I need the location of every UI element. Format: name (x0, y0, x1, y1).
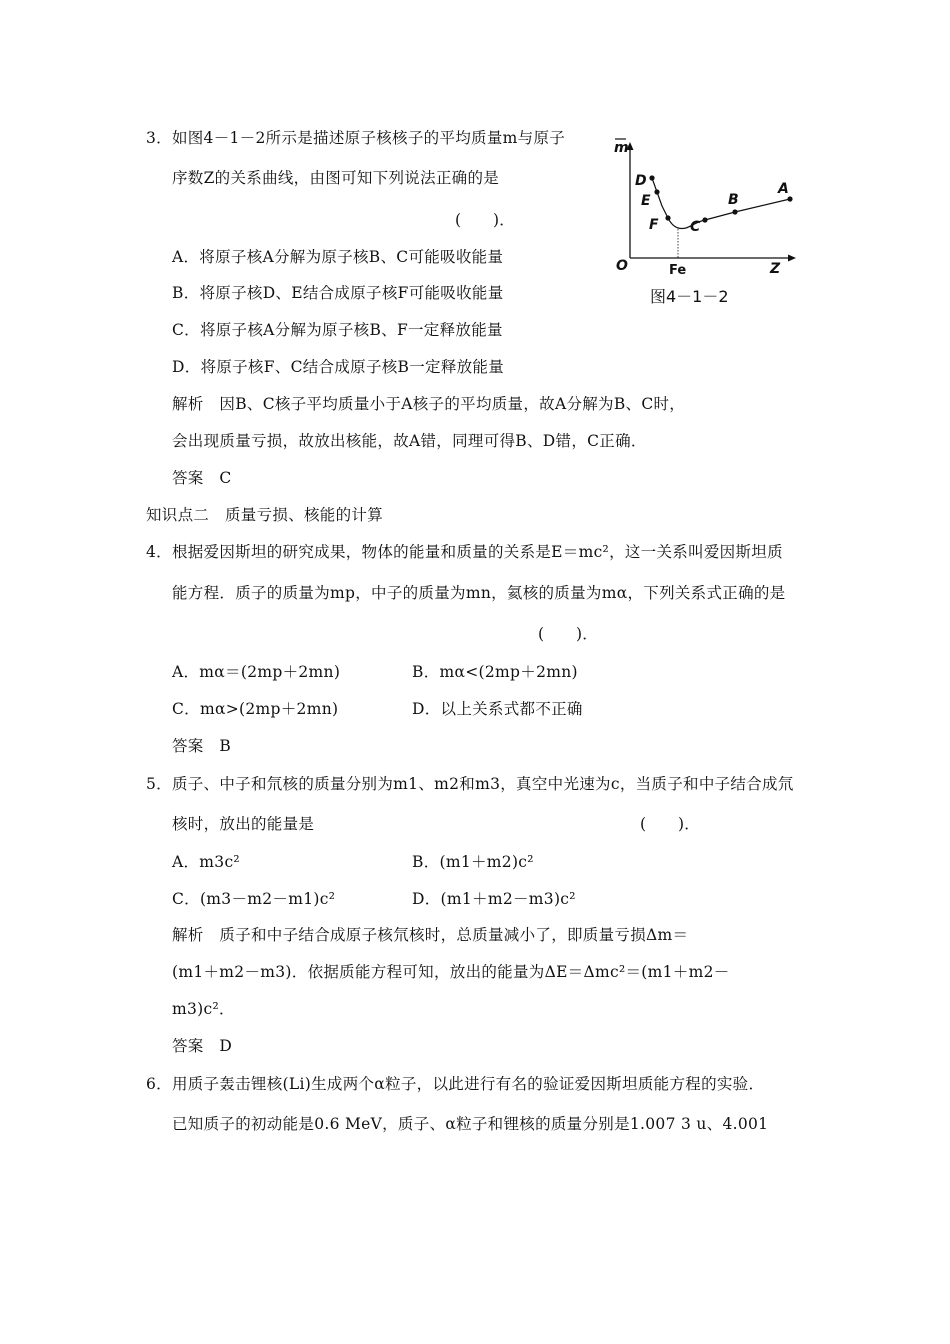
q3-option-d: D．将原子核F、C结合成原子核B一定释放能量 (172, 358, 505, 376)
q5-line2: 核时，放出的能量是 (172, 815, 315, 833)
section-heading: 知识点二 质量亏损、核能的计算 (146, 506, 384, 524)
q5-answer-blank: ( )． (640, 815, 701, 833)
fe-label: Fe (669, 263, 687, 278)
q5-option-d: D．(m1＋m2－m3)c² (412, 890, 576, 908)
point-e (654, 189, 659, 194)
point-a (787, 196, 792, 201)
origin-label: O (616, 258, 628, 274)
q4-line1: 4．根据爱因斯坦的研究成果，物体的能量和质量的关系是E＝mc²，这一关系叫爱因斯坦质 (146, 543, 783, 561)
label-f: F (649, 217, 659, 233)
q6-line1: 6．用质子轰击锂核(Li)生成两个α粒子，以此进行有名的验证爱因斯坦质能方程的实验． (146, 1075, 765, 1093)
q4-answer: 答案 B (172, 737, 232, 755)
y-axis-label: m (614, 140, 629, 156)
q4-answer-blank: ( )． (538, 625, 599, 643)
point-f (665, 215, 670, 220)
q5-analysis-line2: (m1＋m2－m3)．依据质能方程可知，放出的能量为ΔE＝Δmc²＝(m1＋m2－ (172, 963, 730, 981)
q3-option-c: C．将原子核A分解为原子核B、F一定释放能量 (172, 321, 503, 339)
label-a: A (778, 181, 789, 197)
q3-line1: 3．如图4－1－2所示是描述原子核核子的平均质量m与原子 (146, 129, 566, 147)
q4-line2: 能方程．质子的质量为mp，中子的质量为mn，氦核的质量为mα，下列关系式正确的是 (172, 584, 786, 602)
q5-option-c: C．(m3－m2－m1)c² (172, 890, 336, 908)
point-d (649, 175, 654, 180)
q5-answer: 答案 D (172, 1037, 233, 1055)
point-c (702, 217, 707, 222)
q4-option-d: D．以上关系式都不正确 (412, 700, 583, 718)
x-axis-label: Z (770, 261, 781, 277)
q4-option-a: A．mα＝(2mp＋2mn) (172, 663, 341, 681)
q5-line1: 5．质子、中子和氘核的质量分别为m1、m2和m3，真空中光速为c，当质子和中子结合成氘 (146, 775, 794, 793)
label-b: B (728, 192, 739, 208)
q4-option-b: B．mα<(2mp＋2mn) (412, 663, 578, 681)
q3-answer-blank: ( )． (455, 211, 516, 229)
q4-option-c: C．mα>(2mp＋2mn) (172, 700, 339, 718)
q3-option-b: B．将原子核D、E结合成原子核F可能吸收能量 (172, 284, 504, 302)
label-d: D (635, 173, 647, 189)
label-c: C (690, 219, 701, 235)
q5-analysis-line1: 解析 质子和中子结合成原子核氘核时，总质量减小了，即质量亏损Δm＝ (172, 926, 689, 944)
q3-analysis-line2: 会出现质量亏损，故放出核能，故A错，同理可得B、D错，C正确． (172, 432, 647, 450)
q5-analysis-line3: m3)c²． (172, 1000, 235, 1018)
label-e: E (641, 193, 651, 209)
q3-analysis-line1: 解析 因B、C核子平均质量小于A核子的平均质量，故A分解为B、C时， (172, 395, 686, 413)
q6-line2: 已知质子的初动能是0.6 MeV，质子、α粒子和锂核的质量分别是1.007 3 u、4.001 (172, 1115, 769, 1133)
q3-answer: 答案 C (172, 469, 232, 487)
q3-line2: 序数Z的关系曲线，由图可知下列说法正确的是 (172, 169, 500, 187)
q5-option-a: A．m3c² (172, 853, 240, 871)
point-b (732, 209, 737, 214)
q3-option-a: A．将原子核A分解为原子核B、C可能吸收能量 (172, 248, 504, 266)
q5-option-b: B．(m1＋m2)c² (412, 853, 534, 871)
figure-caption: 图4－1－2 (650, 287, 729, 306)
